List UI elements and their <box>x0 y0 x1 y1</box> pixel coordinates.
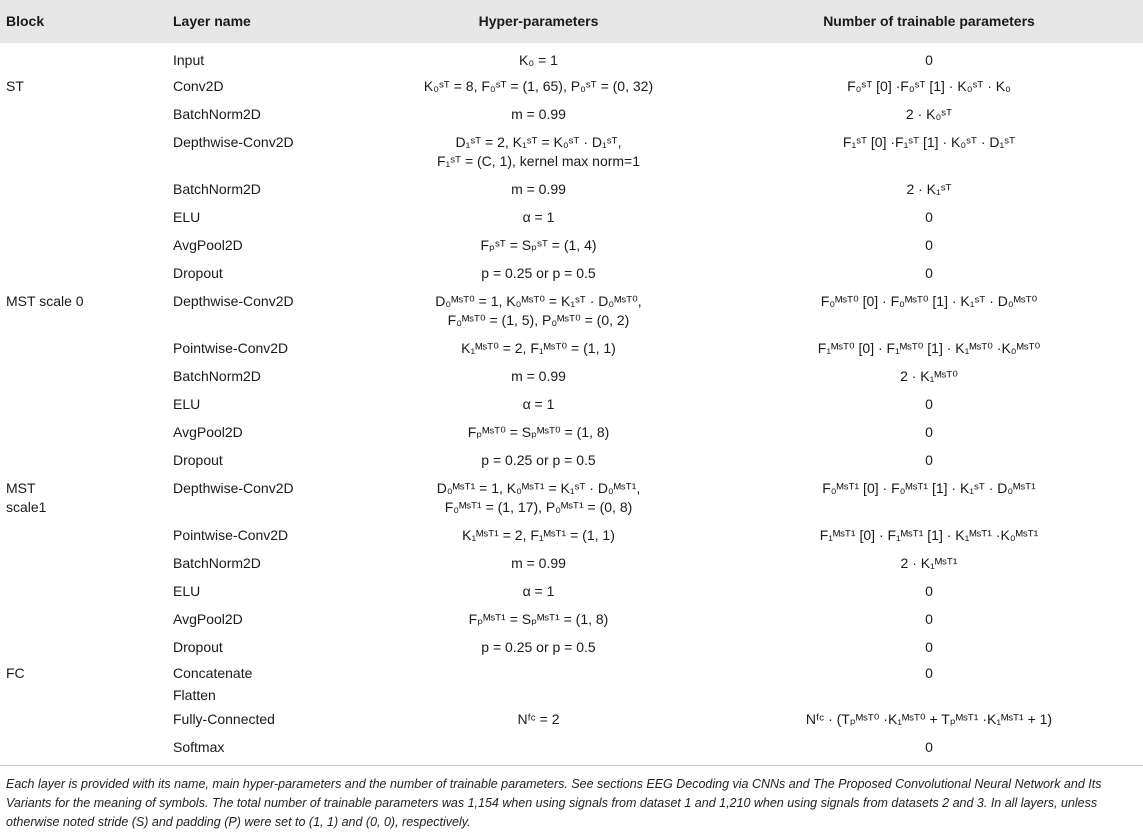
cell-trainable-parameters <box>715 177 1143 205</box>
cell-trainable-parameters-text: 2 · K₁ˢᵀ <box>906 181 952 197</box>
cell-trainable-parameters-text: 0 <box>925 265 933 281</box>
cell-layer-name-text: Depthwise-Conv2D <box>173 293 294 309</box>
cell-hyper-parameters-text: D₀ᴹˢᵀ¹ = 1, K₀ᴹˢᵀ¹ = K₁ˢᵀ · D₀ᴹˢᵀ¹, <box>436 480 641 496</box>
table-row <box>0 43 1143 74</box>
cell-layer-name-text: Pointwise-Conv2D <box>173 527 289 543</box>
cell-hyper-parameters-text: p = 0.25 or p = 0.5 <box>481 452 596 468</box>
table-row <box>0 551 1143 579</box>
cell-layer-name-text: Softmax <box>173 739 225 755</box>
cell-hyper-parameters <box>362 707 715 735</box>
cell-trainable-parameters <box>715 448 1143 476</box>
header-hyper-parameters: Hyper-parameters <box>362 0 715 43</box>
table-row <box>0 476 1143 523</box>
cell-trainable-parameters-text: 0 <box>925 452 933 468</box>
cell-hyper-parameters-text: m = 0.99 <box>511 106 566 122</box>
cell-trainable-parameters-text: F₀ˢᵀ [0] ·F₀ˢᵀ [1] · K₀ˢᵀ · K₀ <box>847 78 1011 94</box>
cell-trainable-parameters <box>715 420 1143 448</box>
cell-hyper-parameters-text: m = 0.99 <box>511 555 566 571</box>
cell-block <box>0 635 163 663</box>
table-caption: Each layer is provided with its name, main hyper-parameters and the number of trainable parameters. See sections EEG Decoding via CNNs and The Proposed Convolutional Neural Network and Its Variants for the meaning of symbols. The total number of trainable parameters was 1,154 when using signals from dataset 1 and 1,210 when using signals from datasets 2 and 3. In all layers, unless otherwise noted stride (S) and padding (P) were set to (1, 1) and (0, 0), respectively. <box>6 777 1102 829</box>
cell-hyper-parameters <box>362 261 715 289</box>
table-row <box>0 289 1143 336</box>
cell-hyper-parameters <box>362 523 715 551</box>
cell-trainable-parameters <box>715 707 1143 735</box>
cell-block <box>0 43 163 74</box>
cell-trainable-parameters <box>715 523 1143 551</box>
cell-hyper-parameters <box>362 476 715 523</box>
table-row <box>0 448 1143 476</box>
cell-trainable-parameters-text: 0 <box>925 583 933 599</box>
table-body <box>0 43 1143 763</box>
cell-trainable-parameters <box>715 551 1143 579</box>
cell-layer-name <box>163 663 362 685</box>
cell-layer-name-text: AvgPool2D <box>173 424 243 440</box>
cell-trainable-parameters <box>715 607 1143 635</box>
cell-hyper-parameters-text: K₀ˢᵀ = 8, F₀ˢᵀ = (1, 65), P₀ˢᵀ = (0, 32) <box>423 78 654 94</box>
cell-block <box>0 130 163 177</box>
cell-trainable-parameters-text: 2 · K₁ᴹˢᵀ¹ <box>900 555 958 571</box>
cell-layer-name-text: Fully-Connected <box>173 711 275 727</box>
cell-hyper-parameters-text: m = 0.99 <box>511 181 566 197</box>
cell-hyper-parameters-text: D₀ᴹˢᵀ⁰ = 1, K₀ᴹˢᵀ⁰ = K₁ˢᵀ · D₀ᴹˢᵀ⁰, <box>435 293 642 309</box>
table-row <box>0 130 1143 177</box>
cell-hyper-parameters <box>362 579 715 607</box>
cell-block <box>0 102 163 130</box>
cell-block <box>0 663 163 685</box>
cell-layer-name-text: Depthwise-Conv2D <box>173 480 294 496</box>
cell-hyper-parameters-text: D₁ˢᵀ = 2, K₁ˢᵀ = K₀ˢᵀ · D₁ˢᵀ, <box>455 134 622 150</box>
cell-layer-name <box>163 102 362 130</box>
cell-trainable-parameters-text: 2 · K₀ˢᵀ <box>905 106 953 122</box>
cell-layer-name <box>163 635 362 663</box>
cell-trainable-parameters <box>715 43 1143 74</box>
cell-block <box>0 74 163 102</box>
cell-trainable-parameters-text: 0 <box>925 424 933 440</box>
cell-block-text: MST <box>6 480 36 496</box>
cell-layer-name <box>163 336 362 364</box>
cell-block <box>0 420 163 448</box>
cell-hyper-parameters-text: Fₚᴹˢᵀ¹ = Sₚᴹˢᵀ¹ = (1, 8) <box>468 611 609 627</box>
cell-layer-name-text: AvgPool2D <box>173 237 243 253</box>
cell-trainable-parameters-text: F₀ᴹˢᵀ⁰ [0] · F₀ᴹˢᵀ⁰ [1] · K₁ˢᵀ · D₀ᴹˢᵀ⁰ <box>820 293 1038 309</box>
cell-block-text: MST scale 0 <box>6 293 84 309</box>
cell-hyper-parameters <box>362 205 715 233</box>
cell-block <box>0 579 163 607</box>
cell-trainable-parameters <box>715 392 1143 420</box>
cell-trainable-parameters <box>715 364 1143 392</box>
table-row <box>0 205 1143 233</box>
cell-trainable-parameters-text: 0 <box>925 739 933 755</box>
header-row <box>0 0 1143 43</box>
cell-layer-name-text: Conv2D <box>173 78 224 94</box>
cell-block <box>0 392 163 420</box>
table-row <box>0 735 1143 763</box>
cell-hyper-parameters-text-line2: F₀ᴹˢᵀ⁰ = (1, 5), P₀ᴹˢᵀ⁰ = (0, 2) <box>447 312 630 328</box>
table-row <box>0 177 1143 205</box>
cell-hyper-parameters <box>362 685 715 707</box>
cell-trainable-parameters <box>715 735 1143 763</box>
cell-block-text: FC <box>6 665 25 681</box>
cell-block <box>0 476 163 523</box>
cell-layer-name <box>163 130 362 177</box>
cell-trainable-parameters <box>715 233 1143 261</box>
cell-trainable-parameters <box>715 336 1143 364</box>
cell-trainable-parameters-text: F₁ˢᵀ [0] ·F₁ˢᵀ [1] · K₀ˢᵀ · D₁ˢᵀ <box>842 134 1016 150</box>
cell-hyper-parameters <box>362 177 715 205</box>
cell-block <box>0 289 163 336</box>
header-block: Block <box>0 0 163 43</box>
cell-trainable-parameters-text: 0 <box>925 396 933 412</box>
cell-hyper-parameters-text: K₁ᴹˢᵀ⁰ = 2, F₁ᴹˢᵀ⁰ = (1, 1) <box>461 340 616 356</box>
cell-hyper-parameters-text: Nᶠᶜ = 2 <box>517 711 560 727</box>
cell-layer-name <box>163 364 362 392</box>
cell-hyper-parameters <box>362 233 715 261</box>
cell-trainable-parameters-text: Nᶠᶜ · (Tₚᴹˢᵀ⁰ ·K₁ᴹˢᵀ⁰ + Tₚᴹˢᵀ¹ ·K₁ᴹˢᵀ¹ + 1) <box>805 711 1053 727</box>
table-row <box>0 102 1143 130</box>
table-row <box>0 364 1143 392</box>
cell-trainable-parameters-text: 0 <box>925 639 933 655</box>
cell-hyper-parameters <box>362 735 715 763</box>
cell-hyper-parameters <box>362 663 715 685</box>
cell-layer-name-text: Pointwise-Conv2D <box>173 340 289 356</box>
cell-trainable-parameters <box>715 102 1143 130</box>
cell-block-text-line2: scale1 <box>6 499 47 515</box>
cell-hyper-parameters-text: Fₚᴹˢᵀ⁰ = Sₚᴹˢᵀ⁰ = (1, 8) <box>467 424 610 440</box>
cell-trainable-parameters <box>715 205 1143 233</box>
cell-hyper-parameters-text: α = 1 <box>522 396 555 412</box>
cell-hyper-parameters <box>362 43 715 74</box>
cell-layer-name <box>163 551 362 579</box>
cell-layer-name <box>163 74 362 102</box>
cell-layer-name-text: ELU <box>173 396 201 412</box>
table-row <box>0 663 1143 685</box>
table-row <box>0 336 1143 364</box>
cell-trainable-parameters-text: 0 <box>925 209 933 225</box>
cell-block <box>0 448 163 476</box>
cell-hyper-parameters-text: p = 0.25 or p = 0.5 <box>481 265 596 281</box>
cell-layer-name-text: Flatten <box>173 687 216 703</box>
table-row <box>0 420 1143 448</box>
cell-trainable-parameters-text: F₀ᴹˢᵀ¹ [0] · F₀ᴹˢᵀ¹ [1] · K₁ˢᵀ · D₀ᴹˢᵀ¹ <box>822 480 1036 496</box>
cell-trainable-parameters <box>715 476 1143 523</box>
cell-block <box>0 233 163 261</box>
cell-hyper-parameters <box>362 289 715 336</box>
cell-layer-name-text: Dropout <box>173 639 223 655</box>
cell-layer-name <box>163 579 362 607</box>
cell-hyper-parameters <box>362 102 715 130</box>
cell-layer-name <box>163 205 362 233</box>
cell-trainable-parameters <box>715 663 1143 685</box>
cell-hyper-parameters <box>362 74 715 102</box>
header-trainable-parameters: Number of trainable parameters <box>715 0 1143 43</box>
table-row <box>0 523 1143 551</box>
table-row <box>0 579 1143 607</box>
cell-layer-name-text: BatchNorm2D <box>173 106 261 122</box>
cell-hyper-parameters-text: K₀ = 1 <box>519 52 558 68</box>
cell-hyper-parameters-text: α = 1 <box>522 583 555 599</box>
cell-hyper-parameters-text: α = 1 <box>522 209 555 225</box>
cell-layer-name <box>163 289 362 336</box>
cell-block <box>0 551 163 579</box>
cell-trainable-parameters <box>715 579 1143 607</box>
table-header <box>0 0 1143 43</box>
cell-block <box>0 707 163 735</box>
header-layer-name: Layer name <box>163 0 362 43</box>
cell-hyper-parameters-text-line2: F₁ˢᵀ = (C, 1), kernel max norm=1 <box>436 153 641 169</box>
cell-trainable-parameters <box>715 130 1143 177</box>
cell-layer-name-text: Concatenate <box>173 665 253 681</box>
cell-hyper-parameters <box>362 448 715 476</box>
table-row <box>0 233 1143 261</box>
cell-trainable-parameters-text: F₁ᴹˢᵀ⁰ [0] · F₁ᴹˢᵀ⁰ [1] · K₁ᴹˢᵀ⁰ ·K₀ᴹˢᵀ⁰ <box>817 340 1041 356</box>
cell-layer-name-text: BatchNorm2D <box>173 555 261 571</box>
cell-layer-name-text: Input <box>173 52 205 68</box>
cell-hyper-parameters-text: m = 0.99 <box>511 368 566 384</box>
cell-layer-name <box>163 43 362 74</box>
cell-layer-name <box>163 685 362 707</box>
cell-hyper-parameters-text: Fₚˢᵀ = Sₚˢᵀ = (1, 4) <box>480 237 597 253</box>
cell-block <box>0 607 163 635</box>
cell-hyper-parameters-text-line2: F₀ᴹˢᵀ¹ = (1, 17), P₀ᴹˢᵀ¹ = (0, 8) <box>444 499 633 515</box>
cell-layer-name-text: ELU <box>173 209 201 225</box>
cell-layer-name <box>163 448 362 476</box>
table-row <box>0 707 1143 735</box>
cell-layer-name <box>163 607 362 635</box>
cell-layer-name-text: AvgPool2D <box>173 611 243 627</box>
cell-trainable-parameters-text: 2 · K₁ᴹˢᵀ⁰ <box>900 368 958 384</box>
cell-block <box>0 364 163 392</box>
cell-hyper-parameters <box>362 130 715 177</box>
table-row <box>0 685 1143 707</box>
cell-hyper-parameters <box>362 607 715 635</box>
cell-block <box>0 205 163 233</box>
cell-block <box>0 523 163 551</box>
cell-layer-name <box>163 177 362 205</box>
cell-hyper-parameters <box>362 635 715 663</box>
cell-layer-name <box>163 735 362 763</box>
cell-layer-name <box>163 707 362 735</box>
cell-trainable-parameters <box>715 74 1143 102</box>
cell-layer-name-text: ELU <box>173 583 201 599</box>
cell-trainable-parameters <box>715 261 1143 289</box>
cell-layer-name-text: Depthwise-Conv2D <box>173 134 294 150</box>
cell-hyper-parameters <box>362 392 715 420</box>
cell-hyper-parameters <box>362 420 715 448</box>
cell-block <box>0 735 163 763</box>
cell-layer-name <box>163 233 362 261</box>
cell-block <box>0 685 163 707</box>
cell-hyper-parameters-text: p = 0.25 or p = 0.5 <box>481 639 596 655</box>
cell-layer-name <box>163 523 362 551</box>
cell-block <box>0 261 163 289</box>
cell-trainable-parameters-text: 0 <box>925 237 933 253</box>
cell-block <box>0 177 163 205</box>
cell-trainable-parameters-text: 0 <box>925 611 933 627</box>
cell-layer-name-text: Dropout <box>173 452 223 468</box>
cell-layer-name-text: Dropout <box>173 265 223 281</box>
cell-hyper-parameters <box>362 336 715 364</box>
cell-layer-name-text: BatchNorm2D <box>173 181 261 197</box>
cell-block-text: ST <box>6 78 24 94</box>
cell-trainable-parameters <box>715 289 1143 336</box>
cell-layer-name <box>163 261 362 289</box>
table-row <box>0 74 1143 102</box>
cell-block <box>0 336 163 364</box>
cell-trainable-parameters <box>715 685 1143 707</box>
table-row <box>0 261 1143 289</box>
table-row <box>0 392 1143 420</box>
cell-trainable-parameters <box>715 635 1143 663</box>
cell-layer-name-text: BatchNorm2D <box>173 368 261 384</box>
cell-hyper-parameters <box>362 551 715 579</box>
cell-hyper-parameters <box>362 364 715 392</box>
cell-trainable-parameters-text: 0 <box>925 665 933 681</box>
cell-layer-name <box>163 392 362 420</box>
cell-layer-name <box>163 420 362 448</box>
cell-trainable-parameters-text: F₁ᴹˢᵀ¹ [0] · F₁ᴹˢᵀ¹ [1] · K₁ᴹˢᵀ¹ ·K₀ᴹˢᵀ¹ <box>819 527 1039 543</box>
cell-trainable-parameters-text: 0 <box>925 52 933 68</box>
cell-layer-name <box>163 476 362 523</box>
table-row <box>0 635 1143 663</box>
cell-hyper-parameters-text: K₁ᴹˢᵀ¹ = 2, F₁ᴹˢᵀ¹ = (1, 1) <box>462 527 615 543</box>
table-row <box>0 607 1143 635</box>
